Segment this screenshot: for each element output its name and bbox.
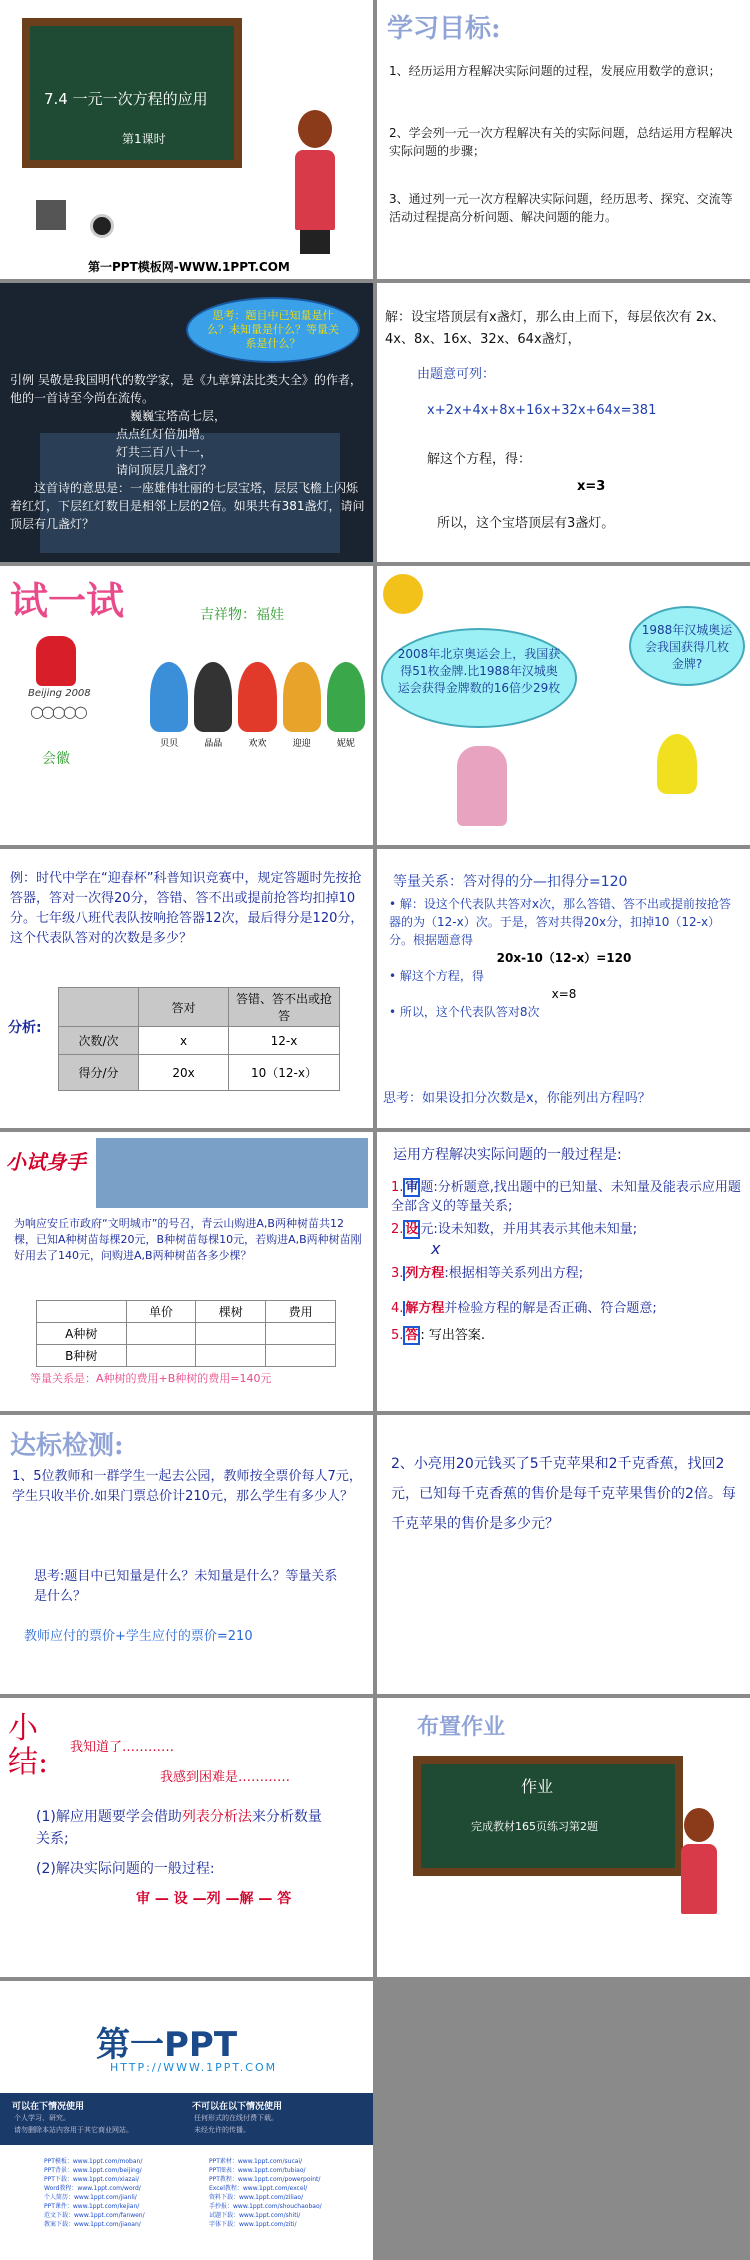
fuwa-beibei (150, 662, 188, 732)
step-text: 并检验方程的解是否正确、符合题意; (444, 1301, 657, 1316)
step-text: :根据相等关系列出方程; (444, 1266, 584, 1281)
link-list (44, 2157, 364, 2229)
step-keyword: 答 (405, 1328, 419, 1343)
solution-setup: 解：设宝塔顶层有x盏灯，那么由上而下，每层依次有 2x、4x、8x、16x、32x、64x盏灯， (385, 310, 725, 347)
process-step (391, 1220, 747, 1239)
summary-title: 小结: (8, 1711, 49, 1780)
process-heading: 运用方程解决实际问题的一般过程是: (393, 1147, 622, 1163)
fuwa-yingying (283, 662, 321, 732)
solution-step-text: 所以，这个代表队答对8次 (399, 1005, 540, 1019)
equal-relation: 等量关系：答对得的分—扣得分=120 (393, 874, 628, 890)
objective-2: 2、学会列一元一次方程解决有关的实际问题，总结运用方程解决实际问题的步骤； (389, 126, 733, 158)
fuwa-name: 贝贝 (160, 739, 179, 749)
summary-point-1 (36, 1806, 326, 1850)
solution-conclusion: 所以，这个宝塔顶层有3盏灯。 (437, 516, 615, 531)
check-relation: 教师应付的票价+学生应付的票价=210 (24, 1629, 253, 1644)
think-bubble: 思考：题目中已知量是什么？未知量是什么？等量关系是什么？ (186, 297, 360, 363)
homework-board (413, 1756, 683, 1876)
solution-answer: x=8 (551, 987, 577, 1001)
pagoda-text (10, 371, 366, 533)
resource-link[interactable]: 资料下载：www.1ppt.com/ziliao/ (209, 2194, 304, 2201)
resource-link[interactable]: 试题下载：www.1ppt.com/shiti/ (209, 2212, 301, 2219)
table-header (59, 988, 139, 1027)
table-cell: A种树 (37, 1323, 127, 1345)
process-step (391, 1326, 747, 1345)
sun-face-icon (383, 574, 423, 614)
table-cell: 20x (139, 1055, 229, 1091)
table-header: 答错、答不出或抢答 (229, 988, 340, 1027)
resource-link[interactable]: PPT下载：www.1ppt.com/xiazai/ (44, 2176, 139, 2183)
cartoon-chick (657, 734, 697, 794)
step-number: 5. (391, 1328, 404, 1343)
solution-solve: 解这个方程，得： (427, 452, 532, 467)
resource-link[interactable]: Excel教程：www.1ppt.com/excel/ (209, 2185, 308, 2192)
table-cell: x (139, 1027, 229, 1055)
practice-title: 小试身手 (6, 1150, 86, 1174)
quiz-problem: 例：时代中学在“迎春杯”科普知识竞赛中，规定答题时先按抢答器，答对一次得20分，答错、答不出或提前抢答均扣掉10分。七年级八班代表队按响抢答器12次，最后得分是120分，这个代表队答对的次数是多少？ (10, 871, 364, 946)
check-q2: 2、小亮用20元钱买了5千克苹果和2千克香蕉，找回2元，已知每千克香蕉的售价是每千克苹果售价的2倍。每千克苹果的售价是多少元？ (391, 1456, 736, 1532)
slide-quiz-solution (377, 849, 750, 1128)
step-keyword: 设 (405, 1222, 419, 1237)
emblem-label: 会徽 (42, 751, 70, 767)
solution-equation: 20x-10（12-x）=120 (496, 951, 632, 965)
books-stack (36, 200, 66, 230)
step-number: 2. (391, 1222, 404, 1237)
cannot-use-item: 未经允许的传播。 (194, 2126, 250, 2134)
solution-step: • 解这个方程，得 (389, 969, 484, 983)
lesson-subtitle: 第1课时 (122, 132, 166, 146)
solution-answer: x=3 (577, 479, 606, 494)
step-text: 题:分析题意,找出题中的已知量、未知量及能表示应用题全部含义的等量关系; (391, 1180, 741, 1214)
cannot-use-item: 任何形式的在线付费下载。 (194, 2114, 278, 2122)
table-header: 费用 (266, 1301, 336, 1323)
step-text: : 写出答案. (420, 1328, 486, 1343)
chalkboard (22, 18, 242, 168)
step-number: 3. (391, 1266, 404, 1281)
step-text: 元:设未知数，并用其表示其他未知量; (420, 1222, 638, 1237)
board-text: 完成教材165页练习第2题 (471, 1820, 598, 1833)
variable-x: x (431, 1239, 441, 1258)
resource-link[interactable]: Word教程：www.1ppt.com/word/ (44, 2185, 141, 2192)
cartoon-cow (457, 746, 507, 826)
olympic-rings-icon: ○○○○○ (30, 702, 85, 721)
slide-solution-pagoda (377, 283, 750, 562)
resource-link[interactable]: PPT课件：www.1ppt.com/kejian/ (44, 2203, 140, 2210)
fuwa-jingjing (194, 662, 232, 732)
slide-homework (377, 1698, 750, 1977)
slide-olympic-problem (377, 566, 750, 845)
summary-point-2: (2)解决实际问题的一般过程: (36, 1861, 215, 1877)
slide-objectives (377, 0, 750, 279)
poem-line: 灯共三百八十一， (116, 445, 213, 459)
poem-line: 请问顶层几盏灯？ (116, 463, 213, 477)
slide-try (0, 566, 373, 845)
process-step (391, 1178, 747, 1216)
fuwa-nini (327, 662, 365, 732)
can-use-title: 可以在下情况使用 (12, 2102, 85, 2112)
process-step (391, 1299, 747, 1318)
summary-text: (1)解应用题要学会借助 (36, 1809, 182, 1825)
resource-link[interactable]: PPT背景：www.1ppt.com/beijing/ (44, 2167, 142, 2174)
table-header (37, 1301, 127, 1323)
objective-3: 3、通过列一元一次方程解决实际问题，经历思考、探究、交流等活动过程提高分析问题、解决问题的能力。 (389, 192, 733, 224)
process-steps (391, 1178, 747, 1345)
homework-heading: 布置作业 (417, 1714, 506, 1740)
olympic-emblem (36, 636, 76, 686)
pagoda-intro: 引例 吴敬是我国明代的数学家，是《九章算法比类大全》的作者，他的一首诗至今尚在流传。 (10, 373, 362, 405)
slide-general-process (377, 1132, 750, 1411)
resource-link[interactable]: 范文下载：www.1ppt.com/fanwen/ (44, 2212, 145, 2219)
practice-relation: 等量关系是：A种树的费用+B种树的费用=140元 (30, 1372, 272, 1385)
footer-brand: 第一PPT模板网-WWW.1PPT.COM (88, 260, 290, 274)
resource-link[interactable]: 手抄报：www.1ppt.com/shouchaobao/ (209, 2203, 322, 2210)
table-cell: 得分/分 (59, 1055, 139, 1091)
slide-quiz-example (0, 849, 373, 1128)
usage-bar (0, 2093, 373, 2145)
step-number: 4. (391, 1301, 404, 1316)
teacher-figure (677, 1808, 721, 1948)
table-cell: 次数/次 (59, 1027, 139, 1055)
resource-link[interactable]: 个人简历：www.1ppt.com/jianli/ (44, 2194, 137, 2201)
practice-problem: 为响应安丘市政府“文明城市”的号召，青云山购进A,B两种树苗共12棵，已知A种树苗每棵20元，B种树苗每棵10元，若购进A,B两种树苗刚好用去了140元，问购进A,B两种树苗各多少棵？ (14, 1217, 362, 1262)
summary-hard: 我感到困难是………… (160, 1770, 291, 1785)
resource-link[interactable]: 字体下载：www.1ppt.com/ziti/ (209, 2221, 297, 2228)
step-keyword: 审 (405, 1180, 419, 1195)
solution-step: • 所以，这个代表队答对8次 (389, 1005, 540, 1019)
resource-link[interactable]: PPT教程：www.1ppt.com/powerpoint/ (209, 2176, 321, 2183)
pagoda-meaning: 这首诗的意思是：一座雄伟壮丽的七层宝塔，层层飞檐上闪烁着红灯，下层红灯数目是相邻上层的2倍。如果共有381盏灯，请问顶层有几盏灯？ (10, 481, 365, 531)
emblem-logo-text: Beijing 2008 (28, 688, 91, 699)
slide-summary (0, 1698, 373, 1977)
slide-check (0, 1415, 373, 1694)
resource-link[interactable]: PPT素材：www.1ppt.com/sucai/ (209, 2158, 303, 2165)
slide-title (0, 0, 373, 279)
analysis-label: 分析: (8, 1020, 42, 1036)
summary-highlight: 列表分析法 (181, 1809, 252, 1825)
check-think: 思考:题目中已知量是什么？未知量是什么？等量关系是什么？ (34, 1569, 338, 1604)
fuwa-name: 欢欢 (248, 739, 267, 749)
poem-line: 点点红灯倍加增。 (116, 427, 213, 441)
try-title: 试一试 (10, 578, 125, 623)
fuwa-huanhuan (238, 662, 276, 732)
slide-practice (0, 1132, 373, 1411)
fuwa-figures (150, 662, 365, 732)
slide-example-pagoda (0, 283, 373, 562)
step-number: 1. (391, 1180, 404, 1195)
solution-equation: x+2x+4x+8x+16x+32x+64x=381 (427, 403, 657, 418)
cannot-use-title: 不可以在以下情况使用 (192, 2102, 283, 2112)
fuwa-name: 迎迎 (292, 739, 311, 749)
table-cell: B种树 (37, 1345, 127, 1367)
can-use-item: 个人学习、研究。 (14, 2114, 70, 2122)
resource-link[interactable]: PPT图表：www.1ppt.com/tubiao/ (209, 2167, 306, 2174)
slide-credits (0, 1981, 373, 2260)
solution-label: 由题意可列： (417, 367, 496, 382)
brand-url: HTTP://WWW.1PPT.COM (110, 2061, 278, 2074)
step-keyword: 列方程 (405, 1266, 445, 1281)
mascot-label: 吉祥物：福娃 (200, 607, 284, 623)
table-header: 答对 (139, 988, 229, 1027)
check-heading: 达标检测: (10, 1431, 124, 1461)
solution-step: • 解：设这个代表队共答对x次，那么答错、答不出或提前按抢答器的为（12-x）次。于是，答对共得20x分，扣掉10（12-x）分。根据题意得 (389, 897, 732, 947)
fuwa-names (150, 736, 365, 749)
solution-step-text: 解：设这个代表队共答对x次，那么答错、答不出或提前按抢答器的为（12-x）次。于是，答对共得20x分，扣掉10（12-x）分。根据题意得 (389, 897, 732, 947)
lesson-title: 7.4 一元一次方程的应用 (44, 90, 208, 108)
objectives-heading: 学习目标: (387, 14, 501, 44)
analysis-table (58, 987, 340, 1091)
process-step (391, 1264, 747, 1283)
table-header: 单价 (126, 1301, 196, 1323)
can-use-item: 请勿删除本站内容用于其它商业网站。 (14, 2126, 133, 2134)
poem-line: 巍巍宝塔高七层， (130, 409, 227, 423)
fuwa-name: 晶晶 (204, 739, 223, 749)
table-cell: 12-x (229, 1027, 340, 1055)
clock-icon (90, 214, 114, 238)
check-q1: 1、5位教师和一群学生一起去公园，教师按全票价每人7元，学生只收半价.如果门票总价计210元，那么学生有多少人？ (12, 1469, 362, 1504)
table-header: 棵树 (196, 1301, 266, 1323)
slide-check-2 (377, 1415, 750, 1694)
lake-pavilion-image (96, 1138, 368, 1208)
summary-know: 我知道了………… (70, 1740, 175, 1755)
resource-link[interactable]: PPT模板：www.1ppt.com/moban/ (44, 2158, 143, 2165)
summary-text: 来分析数量关系; (36, 1809, 322, 1847)
table-cell: 10（12-x） (229, 1055, 340, 1091)
speech-bubble-2: 1988年汉城奥运会我国获得几枚金牌? (629, 606, 745, 686)
tree-table (36, 1300, 336, 1367)
step-keyword: 解方程 (405, 1301, 445, 1316)
fuwa-name: 妮妮 (336, 739, 355, 749)
objective-1: 1、经历运用方程解决实际问题的过程，发展应用数学的意识； (389, 64, 721, 78)
solution-step-text: 解这个方程，得 (399, 969, 484, 983)
think-question: 思考：如果设扣分次数是x，你能列出方程吗？ (383, 1091, 651, 1106)
resource-link[interactable]: 教案下载：www.1ppt.com/jiaoan/ (44, 2221, 141, 2228)
teacher-figure (290, 110, 340, 260)
brand-logo: 第一PPT (96, 2025, 238, 2065)
speech-bubble-1: 2008年北京奥运会上，我国获得51枚金牌.比1988年汉城奥运会获得金牌数的16倍少29枚 (381, 628, 577, 728)
summary-flow: 审 — 设 —列 —解 — 答 (136, 1891, 292, 1907)
solution-block (389, 895, 739, 1021)
board-title: 作业 (521, 1777, 554, 1796)
